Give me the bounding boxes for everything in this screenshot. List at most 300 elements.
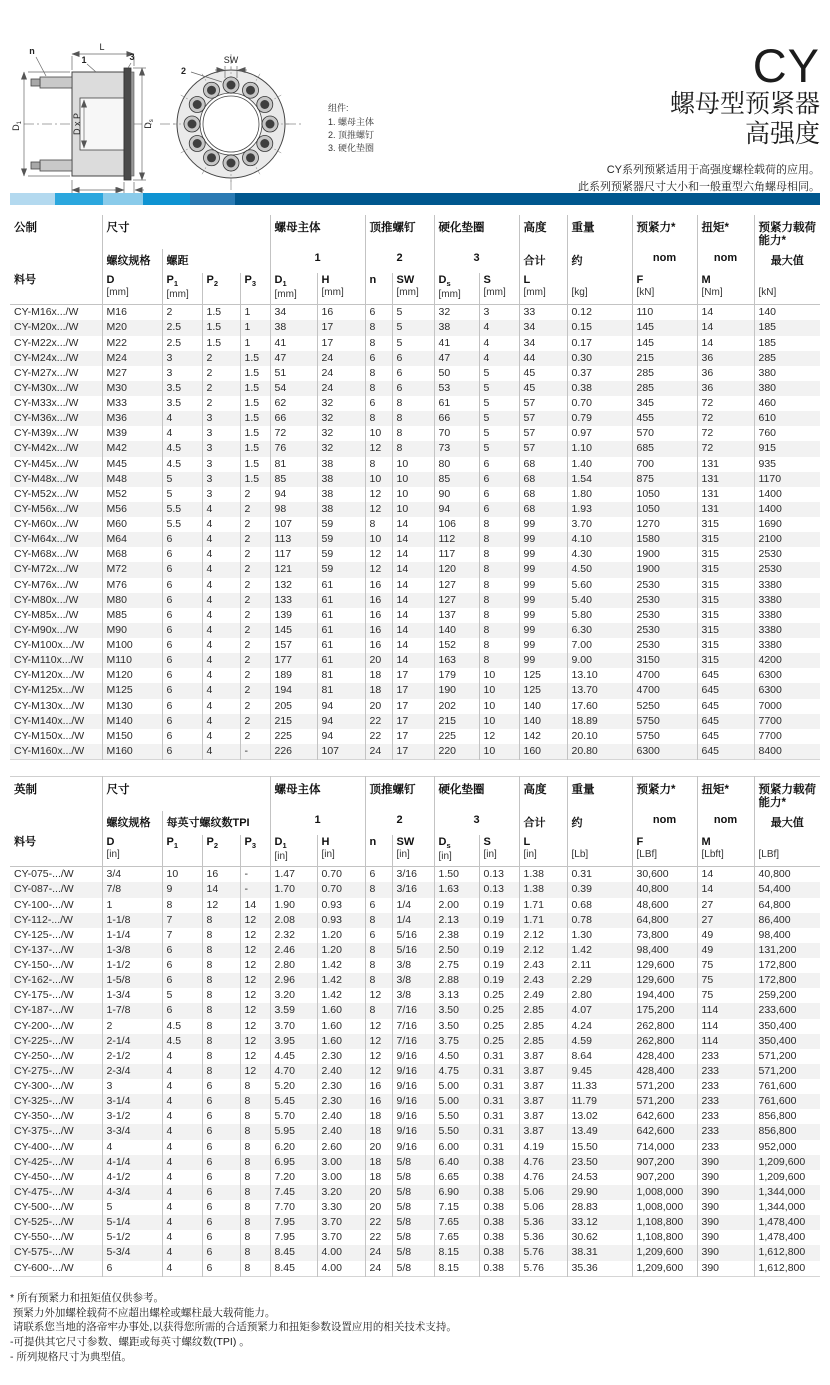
cell: 8 [240,1094,270,1109]
table-row [10,1034,820,1049]
column-label: [kN] [754,273,820,304]
cell: 3.75 [434,1034,479,1049]
cell: 2 [240,532,270,547]
cell: 18 [365,1155,392,1170]
part-number: CY-525-.../W [14,1216,74,1229]
cell: 0.13 [479,867,519,883]
column-label: 料号 [10,273,102,304]
cell: 0.31 [567,867,632,883]
cell: M45 [102,457,162,472]
table-row [10,502,820,517]
cell: 4 [162,1049,202,1064]
cell: 13.70 [567,683,632,698]
cell: 62 [270,396,317,411]
subgroup-label: 螺纹规格 [102,249,162,273]
cell: 98,400 [632,943,697,958]
cell: 1,008,000 [632,1200,697,1215]
cell: 8 [479,562,519,577]
cell: 24 [317,366,365,381]
cell: 5.06 [519,1200,567,1215]
cell: 38 [434,320,479,335]
cell: 3.00 [317,1155,365,1170]
center-hole [203,96,259,152]
cell: 12 [240,913,270,928]
table-row [10,1019,820,1034]
cell: 18.89 [567,714,632,729]
dim-label-L: L [99,42,105,52]
part-number: CY-575-.../W [14,1246,74,1259]
cell: 0.79 [567,411,632,426]
cell: 3/8 [392,988,434,1003]
cell: 0.38 [479,1185,519,1200]
cell: 3-1/2 [102,1109,162,1124]
accent-bar-segment [143,193,190,205]
cell: 8 [392,426,434,441]
cell: 12 [240,928,270,943]
cell: 14 [697,320,754,335]
cell: 6 [365,867,392,883]
cell: 8 [365,913,392,928]
cell: 315 [697,623,754,638]
cell: 3.5 [162,381,202,396]
subgroup-label: nom [697,811,754,835]
cell: 17 [392,699,434,714]
cell: 4.10 [567,532,632,547]
cell: 0.70 [317,867,365,883]
cell: 0.31 [479,1079,519,1094]
cell: 2530 [632,623,697,638]
cell: 6.30 [567,623,632,638]
cell: 9.00 [567,653,632,668]
cell: 185 [754,336,820,351]
cell: 172,800 [754,958,820,973]
cell: 2-1/2 [102,1049,162,1064]
cell: 428,400 [632,1064,697,1079]
cell: 33 [519,305,567,321]
part-number: CY-225-.../W [14,1034,74,1047]
cell: 3/8 [392,973,434,988]
cell: 14 [202,882,240,897]
cell: 6 [162,623,202,638]
cell: 140 [434,623,479,638]
cell: 2 [240,714,270,729]
cell: 90 [434,487,479,502]
table-row [10,547,820,562]
cell: 5 [479,381,519,396]
cell: 131,200 [754,943,820,958]
cell: 0.15 [567,320,632,335]
cell: 6 [202,1079,240,1094]
cell: 0.68 [567,898,632,913]
cell: 0.13 [479,882,519,897]
cell: 18 [365,1124,392,1139]
cell: 460 [754,396,820,411]
cell: 7.20 [270,1170,317,1185]
cell: 3-1/4 [102,1094,162,1109]
cell: M76 [102,578,162,593]
table-row [10,608,820,623]
cell: M33 [102,396,162,411]
cell: 2 [240,668,270,683]
cell: 8 [392,441,434,456]
cell: 4200 [754,653,820,668]
cell: 3.70 [270,1019,317,1034]
part-number: CY-M22x.../W [14,336,79,349]
table-row [10,578,820,593]
column-label: 料号 [10,835,102,866]
cell: 18 [365,683,392,698]
cell: 54,400 [754,882,820,897]
cell: 1-1/8 [102,913,162,928]
column-label: n [365,273,392,304]
column-label: [kg] [567,273,632,304]
cell: 22 [365,1230,392,1245]
cell: 215 [632,351,697,366]
cell: 0.97 [567,426,632,441]
cell: 114 [697,1034,754,1049]
cell: 13.10 [567,668,632,683]
cell: 99 [519,593,567,608]
cell: 952,000 [754,1140,820,1155]
cell: 315 [697,562,754,577]
cell: 4 [162,1124,202,1139]
column-header-row [10,835,820,866]
column-label: $D_1$ [in] [270,835,317,866]
cell: 6 [162,729,202,744]
cell: 125 [519,683,567,698]
table-row [10,336,820,351]
cell: 86,400 [754,913,820,928]
cell: 233 [697,1140,754,1155]
cell: 1690 [754,517,820,532]
cell: 57 [519,441,567,456]
cell: 14 [240,898,270,913]
part-number: CY-M24x.../W [14,351,79,364]
cell: 17 [392,714,434,729]
cell: 2 [240,562,270,577]
cell: 285 [632,381,697,396]
cell: 5 [162,988,202,1003]
cell: 98,400 [754,928,820,943]
cell: 38 [317,502,365,517]
cell: 22 [365,714,392,729]
cell: 10 [365,532,392,547]
cell: 8.64 [567,1049,632,1064]
cell: 2.5 [162,320,202,335]
cell: 4 [202,638,240,653]
cell: 3380 [754,608,820,623]
cell: 57 [519,411,567,426]
table-row [10,1170,820,1185]
subgroup-label: 最大值 [754,249,820,273]
cell: 15.50 [567,1140,632,1155]
cell: 24 [365,744,392,760]
cell: 8 [240,1261,270,1277]
callout-2: 2 [180,66,186,76]
table-row [10,882,820,897]
column-label: F [LBf] [632,835,697,866]
cell: 140 [754,305,820,321]
cell: 0.39 [567,882,632,897]
cell: 2 [202,366,240,381]
cell: 645 [697,714,754,729]
cell: 2.88 [434,973,479,988]
cell: 3.59 [270,1003,317,1018]
cell: 1270 [632,517,697,532]
subgroup-label: nom [632,249,697,273]
cell: 1.42 [317,988,365,1003]
cell: 2.46 [270,943,317,958]
cell: 1400 [754,487,820,502]
cell: 4.70 [270,1064,317,1079]
cell: 4.5 [162,457,202,472]
cell: 390 [697,1170,754,1185]
cell: 571,200 [754,1049,820,1064]
cell: 4 [162,1170,202,1185]
cell: 8 [392,396,434,411]
cell: 9/16 [392,1079,434,1094]
cell: 4.19 [519,1140,567,1155]
cell: 1.5 [202,305,240,321]
group-header-row [10,777,820,812]
cell: 4 [202,593,240,608]
cell: 12 [365,562,392,577]
cell: 700 [632,457,697,472]
cell: 16 [365,578,392,593]
accent-bar-segment [10,193,55,205]
cell: 194 [270,683,317,698]
cell: 4 [202,502,240,517]
cell: 107 [270,517,317,532]
cell: 1.42 [567,943,632,958]
part-number: CY-M72x.../W [14,563,79,576]
cell: 34 [270,305,317,321]
dim-label-SW: SW [223,55,239,65]
cell: 7700 [754,729,820,744]
cell: 0.38 [479,1200,519,1215]
cell: 2.75 [434,958,479,973]
cell: 5.36 [519,1230,567,1245]
cell: 17 [392,683,434,698]
cell: 8 [479,638,519,653]
cell: 57 [519,426,567,441]
cell: 140 [519,714,567,729]
subgroup-label: 每英寸螺纹数TPI [162,811,270,835]
cell: 11.33 [567,1079,632,1094]
subgroup-label: 约 [567,811,632,835]
cell: 1.10 [567,441,632,456]
cell: 61 [317,623,365,638]
cell: M130 [102,699,162,714]
cell: 7/16 [392,1003,434,1018]
cell: 49 [697,928,754,943]
cell: M16 [102,305,162,321]
cell: 1050 [632,502,697,517]
cell: 17 [392,729,434,744]
region-label: 公制 [14,222,37,234]
callout-1: 1 [81,55,87,65]
cell: 0.31 [479,1140,519,1155]
cell: 4.5 [162,1019,202,1034]
cell: 8 [202,943,240,958]
group-label: 预紧力* [632,215,697,249]
cell: 390 [697,1200,754,1215]
cell: 3.70 [317,1230,365,1245]
cell: 2.30 [317,1079,365,1094]
cell: 1 [240,320,270,335]
subgroup-label: 1 [270,811,365,835]
cell: 48,600 [632,898,697,913]
cell: 262,800 [632,1034,697,1049]
cell: 315 [697,608,754,623]
cell: 2.30 [317,1049,365,1064]
table-row [10,1261,820,1277]
table-row [10,867,820,883]
cell: 3150 [632,653,697,668]
cell: 32 [317,411,365,426]
group-label: 顶推螺钉 [365,215,434,249]
cell: 259,200 [754,988,820,1003]
cell: 10 [479,744,519,760]
cell: M110 [102,653,162,668]
table-row [10,1200,820,1215]
cell: 12 [240,973,270,988]
part-number: CY-M52x.../W [14,487,79,500]
cell: 14 [392,623,434,638]
cell: 157 [270,638,317,653]
table-row [10,396,820,411]
cell: 0.19 [479,973,519,988]
cell: 380 [754,366,820,381]
cell: 0.37 [567,366,632,381]
cell: 8 [202,1003,240,1018]
column-label: $P_2$ [202,273,240,304]
cell: 1170 [754,472,820,487]
cell: 131 [697,472,754,487]
cell: 4.76 [519,1170,567,1185]
subgroup-label: 3 [434,249,519,273]
cell: 685 [632,441,697,456]
title-block [450,0,820,196]
legend-item: 1. 螺母主体 [328,117,375,127]
cell: 2 [240,638,270,653]
cell: 189 [270,668,317,683]
cell: 6 [365,351,392,366]
column-label: $P_3$ [240,273,270,304]
cell: 6 [392,351,434,366]
cell: 0.38 [567,381,632,396]
legend-item: 3. 硬化垫圈 [328,143,375,153]
table-row [10,1155,820,1170]
cell: 233 [697,1094,754,1109]
table-row [10,562,820,577]
cell: 8 [202,1049,240,1064]
cell: 5.45 [270,1094,317,1109]
part-number: CY-M150x.../W [14,729,85,742]
cell: 5 [479,366,519,381]
part-number: CY-M36x.../W [14,412,79,425]
cell: 8 [365,366,392,381]
cell: 4.00 [317,1245,365,1260]
cell: 4 [162,1200,202,1215]
cell: 233 [697,1064,754,1079]
cell: 6 [479,487,519,502]
part-number: CY-550-.../W [14,1231,74,1244]
cell: 645 [697,683,754,698]
cell: 4700 [632,668,697,683]
cell: 2.13 [434,913,479,928]
thread-bore [80,98,124,150]
cell: 0.19 [479,913,519,928]
cell: M140 [102,714,162,729]
cell: 51 [270,366,317,381]
cell: 12 [240,988,270,1003]
cell: 4 [202,547,240,562]
cell: 8 [240,1200,270,1215]
cell: 59 [317,517,365,532]
cell: 9 [162,882,202,897]
subgroup-label: 3 [434,811,519,835]
group-label: 重量 [567,777,632,812]
cell: 3.50 [434,1019,479,1034]
part-number: CY-M120x.../W [14,669,85,682]
cell: 3 [202,441,240,456]
part-number: CY-M80x.../W [14,593,79,606]
cell: 1.38 [519,867,567,883]
cell: 7.00 [567,638,632,653]
cell: 12 [240,1049,270,1064]
cell: 4.50 [567,562,632,577]
cell: 2.85 [519,1034,567,1049]
cell: 20 [365,1200,392,1215]
cell: 3 [202,472,240,487]
cell: 3-3/4 [102,1124,162,1139]
table-row [10,683,820,698]
cell: 205 [270,699,317,714]
cell: 45 [519,381,567,396]
cell: 5.95 [270,1124,317,1139]
part-number: CY-450-.../W [14,1170,74,1183]
cell: 17 [392,744,434,760]
part-number: CY-162-.../W [14,974,74,987]
cell: 3.30 [317,1200,365,1215]
cell: 61 [317,578,365,593]
cell: 14 [697,867,754,883]
cell: 4 [162,1261,202,1277]
table-row [10,988,820,1003]
cell: 2-1/4 [102,1034,162,1049]
cell: M42 [102,441,162,456]
group-label: 预紧力载荷能力* [754,777,820,812]
cell: 8400 [754,744,820,760]
cell: 18 [365,668,392,683]
cell: M72 [102,562,162,577]
cell: 0.38 [479,1230,519,1245]
cell: 1.80 [567,487,632,502]
cell: 0.38 [479,1215,519,1230]
cell: 645 [697,699,754,714]
cell: 6 [162,699,202,714]
cell: 5/8 [392,1200,434,1215]
cell: 139 [270,608,317,623]
cell: 35.36 [567,1261,632,1277]
cell: 6 [162,562,202,577]
cell: 4 [202,608,240,623]
cell: 226 [270,744,317,760]
cell: 315 [697,593,754,608]
cell: 4.50 [434,1049,479,1064]
cell: 172,800 [754,973,820,988]
